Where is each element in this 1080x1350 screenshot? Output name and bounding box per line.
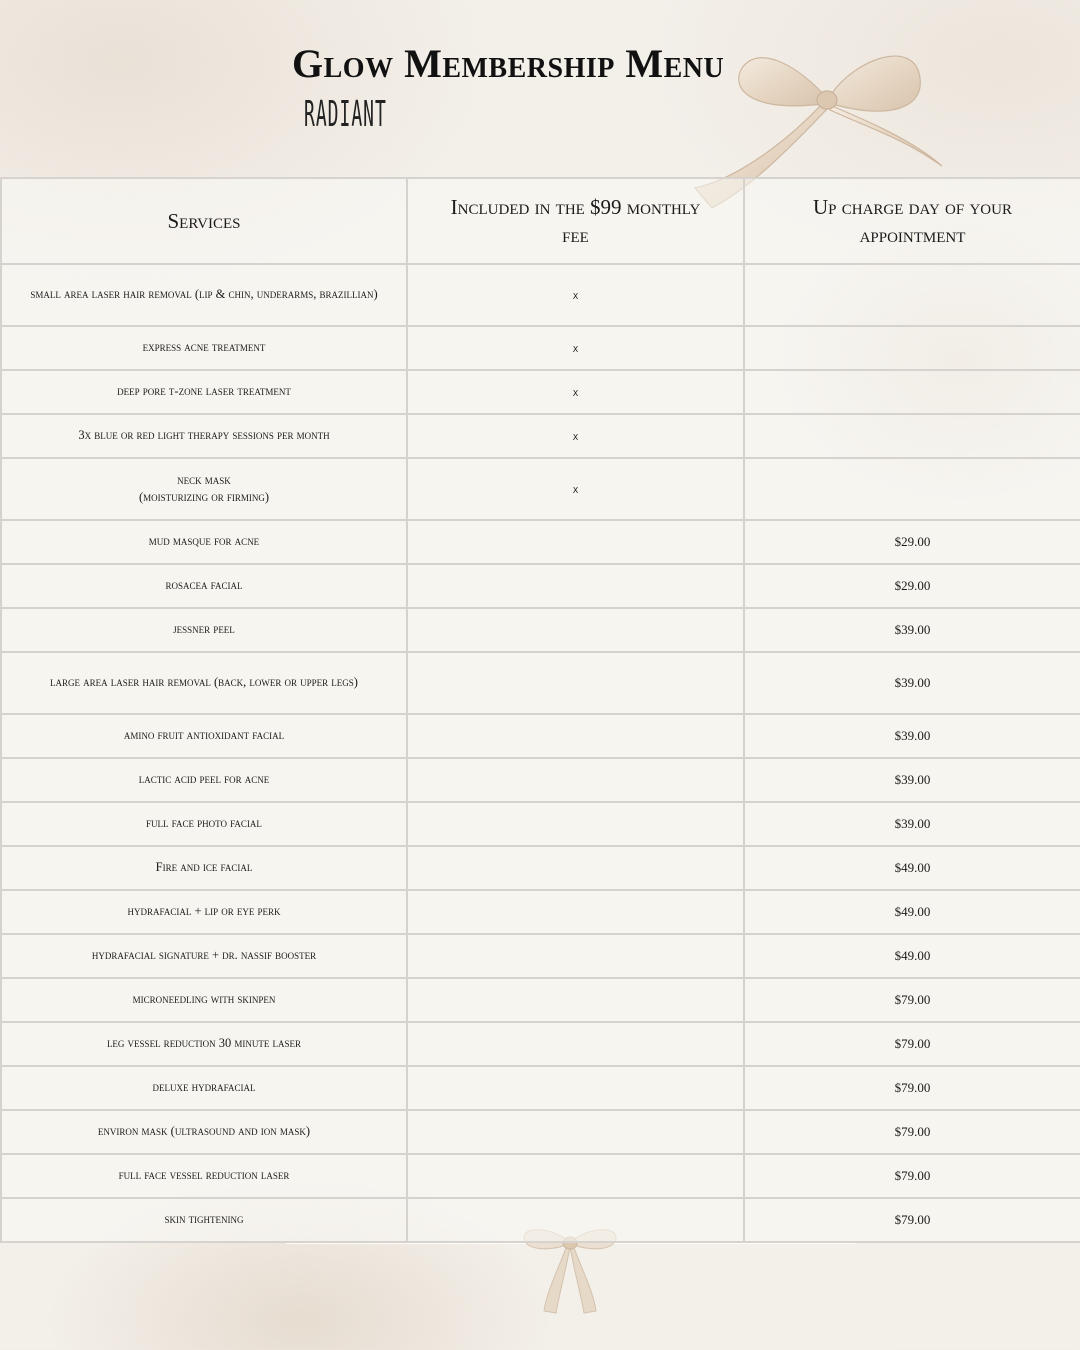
service-cell: jessner peel (1, 608, 407, 652)
service-cell: 3x blue or red light therapy sessions per month (1, 414, 407, 458)
included-cell: x (407, 326, 744, 370)
upcharge-cell: $39.00 (744, 608, 1080, 652)
table-row (1, 890, 1080, 934)
table-row (1, 326, 1080, 370)
table-body (1, 264, 1080, 1242)
included-cell: x (407, 264, 744, 326)
included-cell: x (407, 414, 744, 458)
included-cell (407, 802, 744, 846)
included-cell (407, 1198, 744, 1242)
upcharge-cell: $29.00 (744, 564, 1080, 608)
table-row (1, 520, 1080, 564)
service-cell: hydrafacial signature + dr. nassif booster (1, 934, 407, 978)
table-row (1, 802, 1080, 846)
included-cell (407, 608, 744, 652)
upcharge-cell: $29.00 (744, 520, 1080, 564)
table-row (1, 846, 1080, 890)
included-cell (407, 934, 744, 978)
upcharge-cell: $79.00 (744, 1022, 1080, 1066)
service-cell: neck mask (moisturizing or firming) (1, 458, 407, 520)
header-upcharge: Up charge day of your appointment (744, 178, 1080, 264)
upcharge-cell: $79.00 (744, 1198, 1080, 1242)
table-row (1, 1154, 1080, 1198)
table-row (1, 458, 1080, 520)
service-cell: Fire and ice facial (1, 846, 407, 890)
table-row (1, 564, 1080, 608)
table-row (1, 608, 1080, 652)
upcharge-cell (744, 458, 1080, 520)
included-cell: x (407, 458, 744, 520)
upcharge-cell (744, 414, 1080, 458)
table-row (1, 652, 1080, 714)
table-row (1, 1110, 1080, 1154)
service-cell: full face photo facial (1, 802, 407, 846)
table-row (1, 714, 1080, 758)
included-cell (407, 520, 744, 564)
table-row (1, 758, 1080, 802)
upcharge-cell (744, 326, 1080, 370)
table-header-row (1, 178, 1080, 264)
page-title: Glow Membership Menu (292, 41, 725, 86)
upcharge-cell: $79.00 (744, 1066, 1080, 1110)
table-row (1, 370, 1080, 414)
upcharge-cell: $39.00 (744, 714, 1080, 758)
upcharge-cell: $79.00 (744, 978, 1080, 1022)
upcharge-cell: $39.00 (744, 758, 1080, 802)
service-cell: hydrafacial + lip or eye perk (1, 890, 407, 934)
included-cell (407, 978, 744, 1022)
service-cell: skin tightening (1, 1198, 407, 1242)
service-cell: large area laser hair removal (back, lower or upper legs) (1, 652, 407, 714)
included-cell (407, 758, 744, 802)
included-cell (407, 1154, 744, 1198)
header-services: Services (1, 178, 407, 264)
included-cell (407, 1022, 744, 1066)
upcharge-cell: $39.00 (744, 802, 1080, 846)
table-row (1, 934, 1080, 978)
table-row (1, 264, 1080, 326)
service-cell: lactic acid peel for acne (1, 758, 407, 802)
included-cell (407, 652, 744, 714)
service-cell: full face vessel reduction laser (1, 1154, 407, 1198)
membership-table (0, 177, 1080, 1243)
included-cell (407, 1066, 744, 1110)
included-cell (407, 846, 744, 890)
service-cell: small area laser hair removal (lip & chin, underarms, brazillian) (1, 264, 407, 326)
table-row (1, 1066, 1080, 1110)
header-included: Included in the $99 monthly fee (407, 178, 744, 264)
upcharge-cell: $49.00 (744, 846, 1080, 890)
upcharge-cell: $79.00 (744, 1110, 1080, 1154)
table-row (1, 1022, 1080, 1066)
included-cell: x (407, 370, 744, 414)
table-row (1, 978, 1080, 1022)
included-cell (407, 1110, 744, 1154)
table-row (1, 414, 1080, 458)
upcharge-cell: $39.00 (744, 652, 1080, 714)
service-cell: express acne treatment (1, 326, 407, 370)
included-cell (407, 890, 744, 934)
service-cell: leg vessel reduction 30 minute laser (1, 1022, 407, 1066)
service-cell: deluxe hydrafacial (1, 1066, 407, 1110)
upcharge-cell (744, 370, 1080, 414)
service-cell: mud masque for acne (1, 520, 407, 564)
service-cell: amino fruit antioxidant facial (1, 714, 407, 758)
service-cell: environ mask (ultrasound and ion mask) (1, 1110, 407, 1154)
upcharge-cell: $79.00 (744, 1154, 1080, 1198)
service-cell: deep pore t-zone laser treatment (1, 370, 407, 414)
service-cell: rosacea facial (1, 564, 407, 608)
upcharge-cell (744, 264, 1080, 326)
upcharge-cell: $49.00 (744, 934, 1080, 978)
upcharge-cell: $49.00 (744, 890, 1080, 934)
table-row (1, 1198, 1080, 1242)
included-cell (407, 564, 744, 608)
included-cell (407, 714, 744, 758)
service-cell: microneedling with skinpen (1, 978, 407, 1022)
page-subtitle: RADIANT (304, 94, 387, 135)
